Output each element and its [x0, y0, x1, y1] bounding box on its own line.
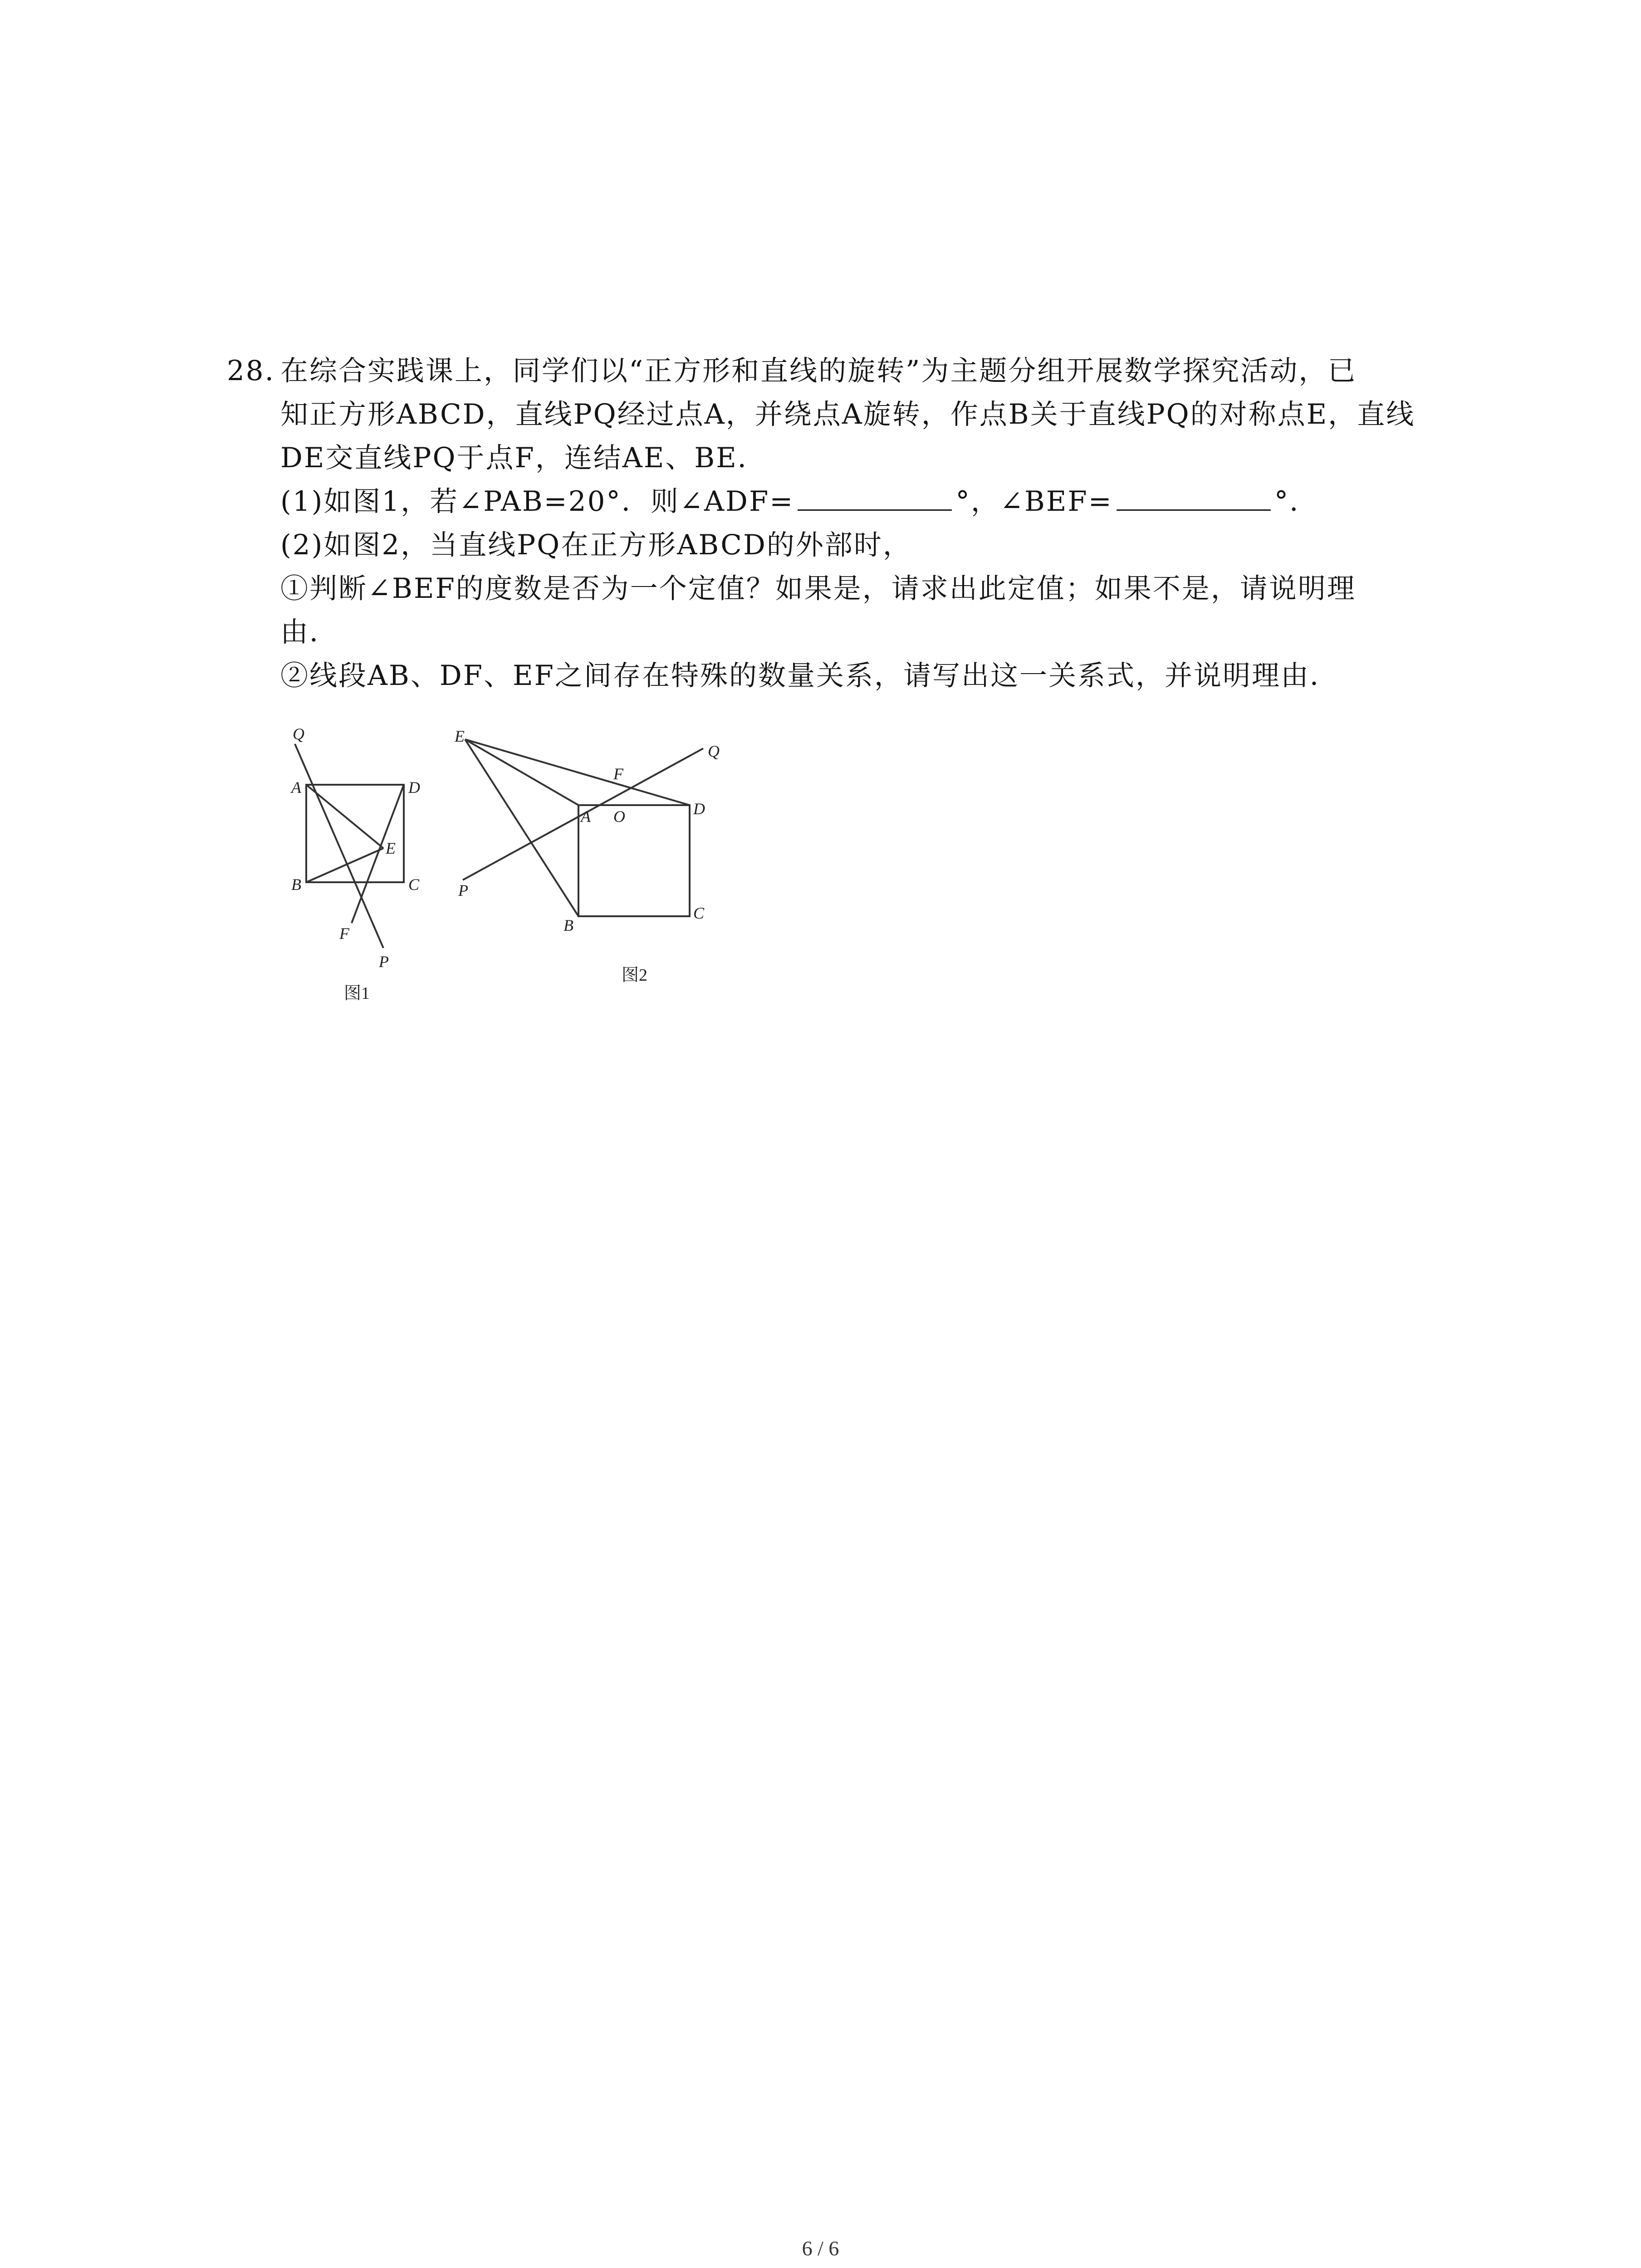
label-f: F: [339, 924, 349, 943]
line-pq: [295, 744, 383, 948]
label-c: C: [693, 904, 705, 922]
label-o: O: [613, 807, 625, 826]
part-2-sub-1: ①判断∠BEF的度数是否为一个定值？如果是，请求出此定值；如果不是，请说明理: [280, 572, 1356, 605]
label-d: D: [408, 778, 420, 797]
label-p: P: [458, 881, 468, 899]
part-2: (2)如图2，当直线PQ在正方形ABCD的外部时，: [280, 529, 912, 561]
page-number: 6 / 6: [802, 2237, 839, 2260]
label-d: D: [693, 800, 705, 818]
problem-line-1: 28. 在综合实践课上，同学们以“正方形和直线的旋转”为主题分组开展数学探究活动，已: [227, 349, 1452, 393]
part-2-sub-1-cont: 由．: [280, 616, 339, 648]
label-e: E: [386, 839, 396, 857]
figure-2: [445, 721, 744, 1007]
segment-be: [306, 848, 383, 882]
figure-1: [272, 726, 436, 1007]
label-c: C: [408, 875, 420, 894]
segment-df: [352, 785, 404, 923]
problem-28: [227, 349, 1452, 698]
segment-ae: [306, 785, 383, 848]
problem-line-2: 知正方形ABCD，直线PQ经过点A，并绕点A旋转，作点B关于直线PQ的对称点E，直线: [280, 398, 1416, 430]
label-q: Q: [293, 726, 304, 743]
square-abcd: [578, 805, 690, 916]
label-e: E: [455, 727, 465, 745]
label-b: B: [291, 875, 301, 894]
problem-number: 28.: [227, 355, 275, 387]
figure-1-caption: 图1: [344, 984, 370, 1003]
label-f: F: [613, 765, 623, 783]
segment-ea: [465, 739, 578, 805]
label-p: P: [379, 953, 389, 971]
part-1: (1)如图1，若∠PAB=20°．则∠ADF= °，∠BEF= °．: [227, 480, 1452, 523]
part-2-sub-2: ②线段AB、DF、EF之间存在特殊的数量关系，请写出这一关系式，并说明理由．: [280, 660, 1339, 692]
segment-eb: [465, 739, 578, 916]
problem-line-3: DE交直线PQ于点F，连结AE、BE．: [280, 442, 767, 474]
label-q: Q: [708, 742, 720, 760]
label-b: B: [563, 916, 573, 934]
square-abcd: [306, 785, 404, 882]
answer-blank-adf[interactable]: [798, 481, 952, 511]
label-a: A: [581, 807, 591, 826]
answer-blank-bef[interactable]: [1117, 481, 1271, 511]
figure-2-caption: 图2: [622, 966, 648, 985]
segment-ed: [465, 739, 690, 805]
label-a: A: [291, 778, 301, 797]
